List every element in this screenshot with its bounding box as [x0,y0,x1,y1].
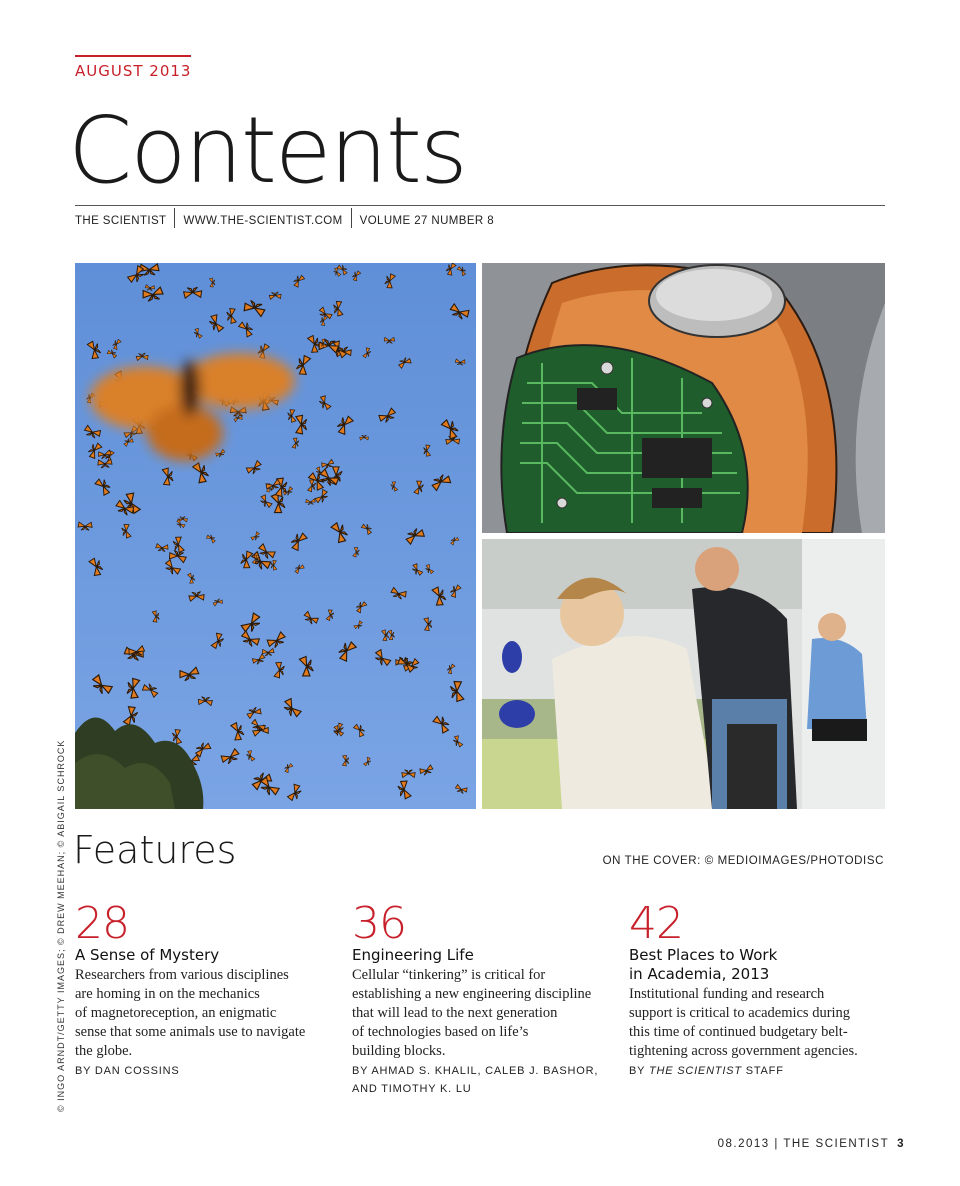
date-rule [75,55,191,57]
feature-byline [352,1062,612,1098]
feature-byline-line: BY AHMAD S. KHALIL, CALEB J. BASHOR, [352,1065,599,1077]
feature-byline-publication: THE SCIENTIST [648,1065,742,1077]
masthead [75,208,502,228]
feature-description-line: of technologies based on life’s [352,1024,529,1040]
lab-scientists-photo [482,539,885,809]
feature-description-line: that will lead to the next generation [352,1005,558,1021]
features-heading: Features [73,828,237,872]
feature-description [352,966,612,1061]
circuit-capsule-illustration [482,263,885,533]
feature-article-42[interactable] [629,900,889,1080]
feature-description-line: tightening across government agencies. [629,1043,858,1059]
feature-description-line: Institutional funding and research [629,986,825,1002]
feature-description-line: building blocks. [352,1043,446,1059]
feature-byline-prefix: BY [629,1065,649,1077]
issue-date: AUGUST 2013 [75,62,192,80]
feature-page-number: 36 [352,898,406,949]
feature-description-line: are homing in on the mechanics [75,986,260,1002]
feature-description-line: support is critical to academics during [629,1005,851,1021]
masthead-publication: THE SCIENTIST [75,215,167,227]
footer-issue: 08.2013 | THE SCIENTIST [717,1138,890,1150]
feature-byline-suffix: STAFF [741,1065,784,1077]
feature-description-line: of magnetoreception, an enigmatic [75,1005,277,1021]
feature-title [352,946,612,965]
feature-article-36[interactable] [352,900,612,1098]
masthead-volume: VOLUME 27 NUMBER 8 [351,208,502,228]
page-footer [718,1138,905,1150]
feature-byline [75,1062,335,1080]
feature-title-line: Best Places to Work [629,946,778,964]
feature-article-28[interactable] [75,900,335,1080]
feature-title-line: in Academia, 2013 [629,965,770,983]
page-title: Contents [68,97,466,204]
butterflies-photo [75,263,476,809]
feature-description-line: Researchers from various disciplines [75,967,289,983]
feature-title-line: A Sense of Mystery [75,946,220,964]
feature-description-line: Cellular “tinkering” is critical for [352,967,546,983]
feature-byline-line: AND TIMOTHY K. LU [352,1083,472,1095]
photo-credits: © INGO ARNDT/GETTY IMAGES; © DREW MEEHAN; © ABIGAIL SCHROCK [56,739,66,1112]
feature-description-line: establishing a new engineering discipline [352,986,592,1002]
page-number: 3 [897,1138,905,1150]
title-rule [75,205,885,206]
masthead-website-link[interactable]: WWW.THE-SCIENTIST.COM [174,208,350,228]
feature-title-line: Engineering Life [352,946,474,964]
feature-page-number: 42 [629,898,683,949]
feature-description-line: the globe. [75,1043,133,1059]
feature-title [75,946,335,965]
feature-page-number: 28 [75,898,129,949]
feature-description-line: this time of continued budgetary belt- [629,1024,848,1040]
feature-description-line: sense that some animals use to navigate [75,1024,306,1040]
feature-title [629,946,889,984]
feature-description [75,966,335,1061]
cover-credit: ON THE COVER: © MEDIOIMAGES/PHOTODISC [602,855,884,867]
feature-byline [629,1062,889,1080]
feature-byline-line: BY DAN COSSINS [75,1065,180,1077]
feature-description [629,985,889,1061]
